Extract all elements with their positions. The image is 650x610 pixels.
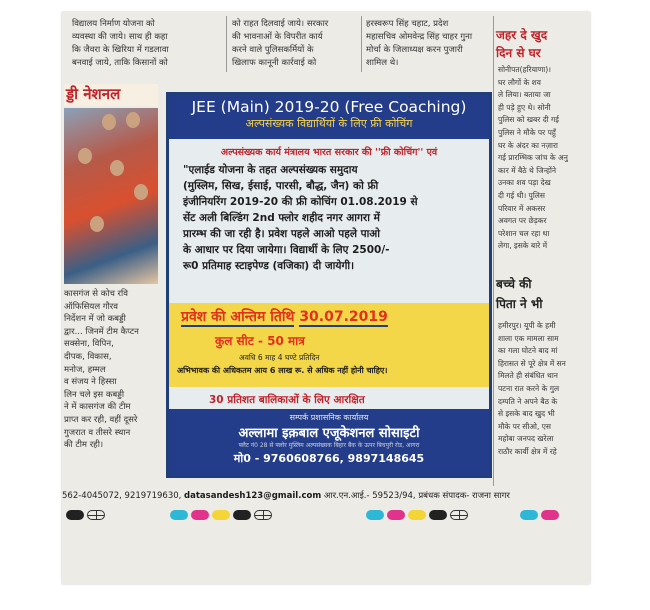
ad-body-line: के आधार पर दिया जायेगा। विद्यार्थी के लिए 2500/- [183, 244, 390, 256]
text-line: कासगंज से कोच रवि [64, 289, 128, 299]
text-line: व संजय ने हिस्सा [64, 377, 117, 388]
text-line: लिन चले इस कबड्डी [64, 389, 125, 400]
sports-story [64, 288, 158, 452]
text-line: उनका शव पड़ा देख [498, 178, 551, 188]
headline-line: दिन से घर [496, 46, 541, 60]
yellow-mark [408, 510, 426, 520]
text-line: दम्पति ने अपने बैठ के [498, 396, 558, 406]
right-story-1 [498, 64, 586, 253]
deadline [181, 307, 388, 326]
deadline-panel [169, 303, 489, 387]
text-line: द्वार... जिनमें टीम कैप्टन [64, 326, 139, 337]
registration-marks-center [170, 510, 272, 524]
right-column-top [366, 18, 490, 70]
ad-subtitle: अल्पसंख्यक विद्यार्थियों के लिए फ्री कोचिंग [245, 117, 413, 130]
text-line: खिलाफ कानूनी कार्रवाई को [232, 58, 317, 68]
text-line: राठौर कार्वी क्षेत्र में रहे [498, 446, 557, 456]
text-line: ने में कासगंज की टीम [64, 402, 131, 413]
text-line: को राहत दिलवाई जाये। सरकार [232, 19, 329, 29]
text-line: करने वाले पुलिसकर्मियों के [232, 45, 314, 55]
text-line: कि जैवरा के खिरिया में गडलावा [72, 45, 169, 55]
org-name: अल्लामा इक़बाल एजूकेशनल सोसाइटी [238, 426, 420, 441]
right-headline-1 [496, 26, 547, 62]
text-line: बनवाई जाये, ताकि किसानों को [72, 58, 168, 68]
text-line: दी गई थी। पुलिस [498, 190, 545, 200]
text-line: सोनीपत(हरियाणा)। [498, 65, 551, 74]
org-address: फ्लैट नं0 28 से फ्लोर मुस्लिम अल्पसंख्यक बिहार बैंक के ऊपर बिचपुरी रोड, आगरा [238, 442, 420, 449]
text-line: हिरासत से पूरे क्षेत्र में सन [498, 358, 566, 368]
text-line: मोर्चा के जिलाध्यक्ष करन पुजारी [366, 45, 463, 55]
org-label: सम्पर्क प्रशासनिक कार्यालय [289, 413, 369, 422]
text-line: मिलते ही संबंधित थान [498, 371, 558, 381]
text-line: शाला एक मामला साम [498, 333, 559, 343]
text-line: ही पड़े हुए थे। सोनी [498, 102, 551, 112]
text-line: परिवार में अकसर [498, 203, 546, 213]
text-line: हरस्वरूप सिंह चहाट, प्रदेश [366, 19, 449, 29]
text-line: सक्सेना, विपिन, [64, 339, 114, 350]
text-line: की टीम रही। [64, 440, 104, 451]
headline-line: जहर दे खुद [496, 28, 548, 42]
text-line: की भावनाओं के विपरीत कार्य [232, 32, 323, 42]
headline-line: पिता ने भी [496, 297, 543, 311]
coaching-advertisement [166, 92, 492, 478]
text-line: गुजरात व तीसरे स्थान [64, 427, 131, 438]
column-divider [493, 16, 494, 486]
black-mark [429, 510, 447, 520]
deadline-date: 30.07.2019 [299, 309, 388, 325]
ad-body-line: सेंट अली बिल्डिंग 2nd फ्लोर शहीद नगर आगरा में [183, 212, 380, 224]
text-line: शामिल थे। [366, 58, 399, 68]
income-limit: अभिभावक की अधिकतम आय 6 लाख रू. से अधिक नहीं होनी चाहिए। [177, 366, 388, 375]
column-divider [361, 16, 362, 72]
text-line: कार में बैठे थे जिन्होंने [498, 165, 557, 175]
text-line: का गला घोटने बाद मां [498, 346, 558, 356]
total-seats: कुल सीट - 50 मात्र [215, 334, 305, 348]
magenta-mark [541, 510, 559, 520]
ad-header [169, 95, 489, 139]
right-headline-2 [496, 274, 542, 314]
column-divider [226, 16, 227, 72]
middle-column-top [232, 18, 358, 70]
footer-phone: 562-4045072, 9219719630, [62, 491, 182, 501]
sports-headline: ड्डी नेशनल [64, 84, 158, 106]
yellow-mark [212, 510, 230, 520]
registration-marks-far-right [520, 510, 559, 524]
ad-title: JEE (Main) 2019-20 (Free Coaching) [191, 98, 467, 116]
left-column-top [72, 18, 220, 70]
registration-marks-right [366, 510, 468, 524]
text-line: प्राप्त कर रही, वहीं दूसरे [64, 414, 138, 425]
text-line: गई प्रारम्भिक जांच के अनु [498, 153, 568, 163]
black-mark [66, 510, 84, 520]
text-line: पुलिस को खबर दी गई [498, 115, 559, 125]
text-line: घर के अंदर का नज़ारा [498, 140, 558, 150]
text-line: परेशान चल रहा था [498, 228, 550, 238]
cyan-mark [366, 510, 384, 520]
text-line: लेगा, इसके बारे में [498, 241, 548, 251]
organization-panel [169, 409, 489, 475]
course-duration: अवधि 6 माह 4 घण्टे प्रतिदिन [239, 353, 320, 362]
deadline-label: प्रवेश की अन्तिम तिथि [181, 309, 295, 325]
text-line: पुलिस ने मौके पर पहुँ [498, 127, 556, 137]
crosshair-mark [87, 510, 105, 520]
ministry-line: अल्पसंख्यक कार्य मंत्रालय भारत सरकार की ''फ्री कोचिंग'' एवं [220, 147, 438, 158]
magenta-mark [191, 510, 209, 520]
footer-registration: आर.एन.आई.- 59523/94, प्रबंधक संपादक- राजना सागर [323, 491, 510, 501]
footer-email: datasandesh123@gmail.com [184, 491, 322, 501]
ad-body-line: इंजीनियरिंग 2019-20 की फ्री कोचिंग 01.08.2019 से [183, 196, 418, 208]
text-line: निर्देशन में जो कबड्डी [64, 314, 126, 325]
text-line: महोबा जनपद खरेला [498, 434, 554, 444]
headline-line: बच्चे की [496, 277, 532, 291]
cyan-mark [170, 510, 188, 520]
text-line: पटना रात करने के गुल [498, 383, 560, 393]
magenta-mark [387, 510, 405, 520]
text-line: घर लौगों के शव [498, 77, 541, 87]
ad-body-line: प्रारम्भ की जा रही है। प्रवेश पहले आओ पहले पाओ [183, 228, 381, 240]
ad-body [169, 158, 489, 274]
text-line: हमीरपुर। यूपी के हमी [498, 321, 556, 330]
black-mark [233, 510, 251, 520]
right-story-2 [498, 320, 586, 459]
text-line: मौके पर सीओ, एस [498, 421, 551, 431]
reservation-note: 30 प्रतिशत बालिकाओं के लिए आरक्षित [209, 394, 365, 406]
text-line: अवगत पर छेड़कर [498, 216, 547, 226]
registration-marks-left [66, 510, 105, 524]
ad-body-line: (मुस्लिम, सिख, ईसाई, पारसी, बौद्ध, जैन) को फ्री [183, 180, 379, 192]
text-line: ले लिया। बताया जा [498, 90, 551, 100]
newspaper-footer [62, 490, 558, 501]
crosshair-mark [450, 510, 468, 520]
ad-body-line: "एलाईड योजना के तहत अल्पसंख्यक समुदाय [183, 164, 358, 176]
text-line: महासचिव ओमवेन्द्र सिंह चाहर गुना [366, 32, 473, 42]
text-line: मनोज, हम्मल [64, 364, 106, 375]
text-line: व्यवस्था की जाये। साथ ही कहा [72, 32, 168, 42]
cyan-mark [520, 510, 538, 520]
team-photo [64, 108, 158, 284]
crosshair-mark [254, 510, 272, 520]
text-line: दीपक, विकास, [64, 351, 112, 362]
contact-phone: मो0 - 9760608766, 9897148645 [233, 452, 425, 465]
text-line: से इसके बाद खुद भी [498, 409, 555, 419]
ad-body-line: रू0 प्रतिमाह स्टाइपेण्ड (वजिका) दी जायेगी। [183, 260, 355, 272]
text-line: ऑफिसियल गौरव [64, 301, 118, 312]
text-line: विद्यालय निर्माण योजना को [72, 19, 155, 29]
